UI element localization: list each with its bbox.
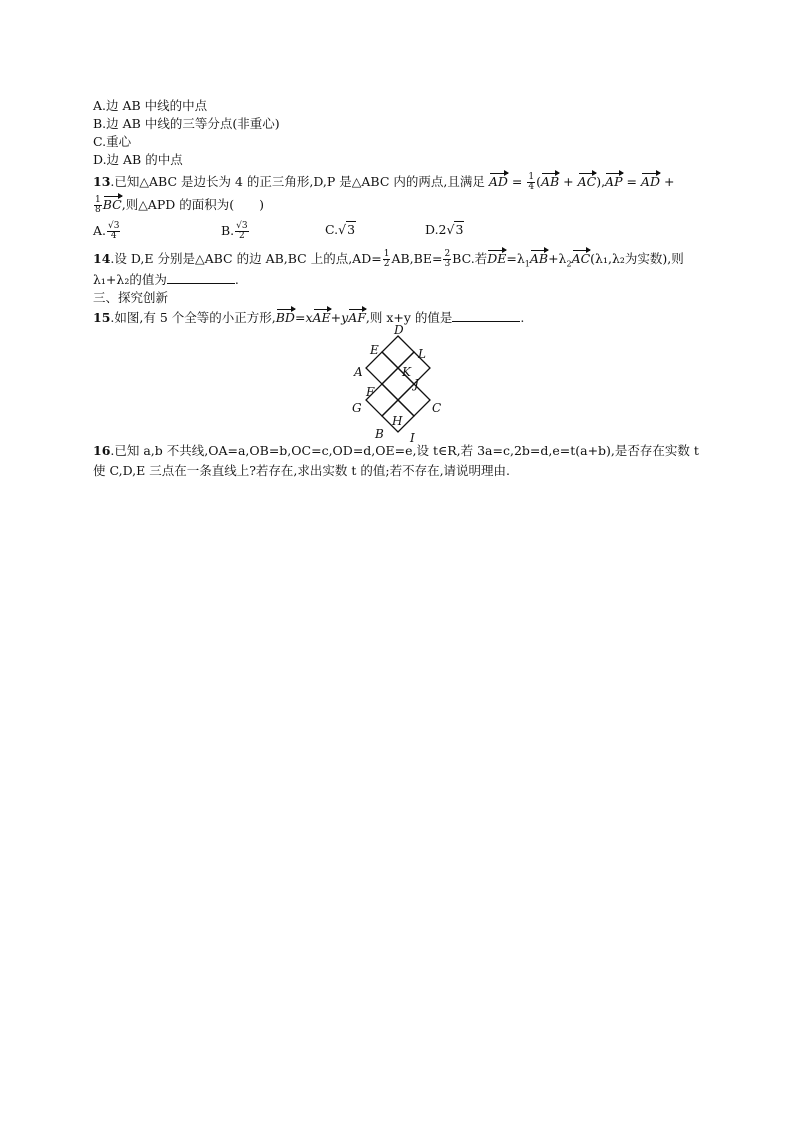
q15-line1: 15.如图,有 5 个全等的小正方形,BD=xAE+yAF,则 x+y 的值是 .: [93, 310, 525, 325]
label-l: L: [418, 347, 426, 361]
label-j: J: [414, 377, 419, 391]
squares-figure: [340, 322, 460, 444]
q16-number: 16: [93, 443, 111, 458]
q14-answer-blank[interactable]: [167, 273, 235, 284]
q14-number: 14: [93, 251, 111, 266]
label-a: A: [354, 365, 363, 379]
q13-option-b: B. $\frac{√3}{2}$: [221, 221, 248, 241]
q13-text1: .已知△ABC 是边长为 4 的正三角形,D,P 是△ABC 内的两点,且满足: [110, 174, 485, 189]
q13-line1: [93, 173, 674, 192]
label-e: E: [370, 343, 379, 357]
label-d: D: [394, 323, 404, 337]
q14-text4: (λ₁,λ₂为实数),则: [590, 251, 684, 266]
section-title: 三、探究创新: [93, 290, 169, 305]
q13-text2: ,则△APD 的面积为( ): [121, 197, 264, 212]
q16-line2: 使 C,D,E 三点在一条直线上?若存在,求出实数 t 的值;若不存在,请说明理由.: [93, 463, 511, 478]
q14-text2: AB,BE=: [391, 251, 443, 266]
q14-line2: λ₁+λ₂的值为 .: [93, 272, 239, 287]
q13-option-c: C.√3: [325, 222, 356, 237]
q14-text1: .设 D,E 分别是△ABC 的边 AB,BC 上的点,AD=: [110, 251, 382, 266]
label-b: B: [375, 427, 384, 441]
q13-option-a: A. $\frac{√3}{4}$: [93, 221, 120, 241]
q15-answer-blank[interactable]: [452, 311, 520, 322]
q13-formula: AD = $\frac{1}{4}$ (AB + AC),AP = AD +: [488, 172, 675, 192]
option-a: A.边 AB 中线的中点: [93, 98, 208, 113]
label-g: G: [352, 401, 362, 415]
label-i: I: [410, 431, 415, 444]
q13-number: 13: [93, 174, 111, 189]
q16-text1: .已知 a,b 不共线,OA=a,OB=b,OC=c,OD=d,OE=e,设 t∈R,若 3a=c,2b=d,e=t(a+b),是否存在实数 t: [110, 443, 699, 458]
label-k: K: [402, 365, 411, 379]
q15-text1: .如图,有 5 个全等的小正方形,: [110, 310, 276, 325]
option-c: C.重心: [93, 134, 132, 149]
q14-text3: BC.若: [452, 251, 488, 266]
q16-line1: [93, 443, 699, 459]
q13-line2: $\frac{1}{8}$ BC,则△APD 的面积为( ): [95, 195, 264, 215]
q14-text5: λ₁+λ₂的值为: [93, 272, 167, 287]
option-b: B.边 AB 中线的三等分点(非重心): [93, 116, 280, 131]
q15-text2: ,则 x+y 的值是: [365, 310, 453, 325]
label-f: F: [366, 385, 375, 399]
q14-line1: 14.设 D,E 分别是△ABC 的边 AB,BC 上的点,AD= $\frac{1}{2}$ AB,BE= $\frac{2}{3}$ BC.若$DE=\lambda_1AB+\lambda_2AC(\lambda_1,\lambda_2$为实数),则: [93, 249, 684, 269]
q13-option-d: D.2√3: [425, 222, 464, 237]
option-d: D.边 AB 的中点: [93, 152, 183, 167]
q15-number: 15: [93, 310, 111, 325]
label-h: H: [392, 414, 403, 428]
label-c: C: [432, 401, 442, 415]
